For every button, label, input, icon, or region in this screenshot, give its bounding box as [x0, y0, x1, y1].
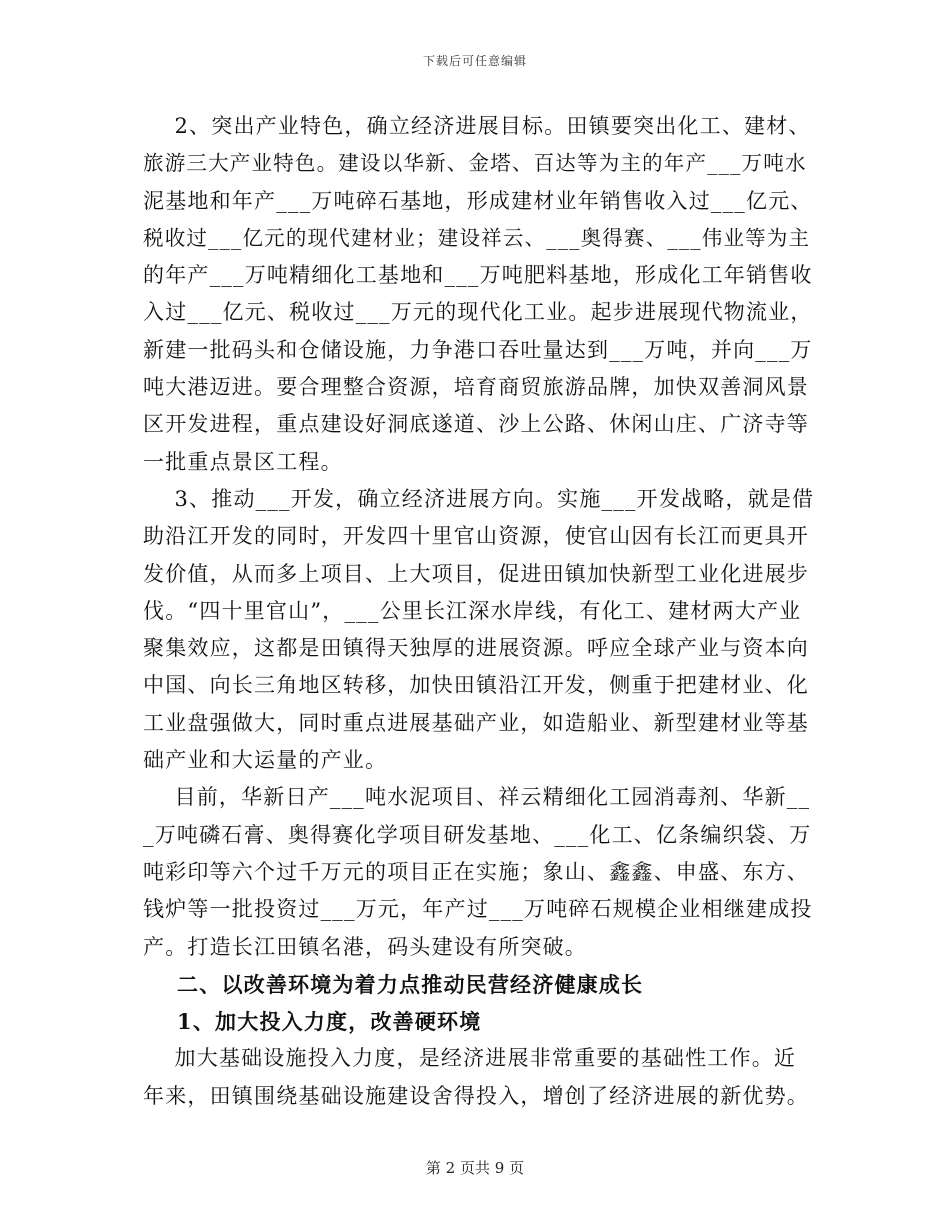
text-line: 泥基地和年产___万吨碎石基地，形成建材业年销售收入过___亿元、 — [143, 188, 813, 213]
text-line: 产。打造长江田镇名港，码头建设有所突破。 — [143, 934, 587, 959]
text-line: 发价值，从而多上项目、上大项目，促进田镇加快新型工业化进展步 — [143, 561, 809, 586]
text-line: 加大基础设施投入力度，是经济进展非常重要的基础性工作。近 — [143, 1046, 797, 1071]
text-line: 一批重点景区工程。 — [143, 449, 343, 474]
text-line: 的年产___万吨精细化工基地和___万吨肥料基地，形成化工年销售收 — [143, 263, 813, 288]
section-heading-line: 1、加大投入力度，改善硬环境 — [143, 1009, 482, 1035]
text-line: 础产业和大运量的产业。 — [143, 748, 388, 773]
section-heading-line: 二、以改善环境为着力点推动民营经济健康成长 — [143, 971, 644, 997]
text-line: 2、突出产业特色，确立经济进展目标。田镇要突出化工、建材、 — [143, 114, 811, 138]
text-line: 入过___亿元、税收过___万元的现代化工业。起步进展现代物流业， — [143, 300, 813, 325]
text-line: 伐。“四十里官山”，___公里长江深水岸线，有化工、建材两大产业 — [143, 598, 802, 623]
text-line: 目前，华新日产___吨水泥项目、祥云精细化工园消毒剂、华新__ — [143, 785, 811, 810]
text-line: 工业盘强做大，同时重点进展基础产业，如造船业、新型建材业等基 — [143, 710, 809, 735]
text-line: 税收过___亿元的现代建材业；建设祥云、___奥得赛、___伟业等为主 — [143, 225, 811, 250]
text-line: 新建一批码头和仓储设施，力争港口吞吐量达到___万吨，并向___万 — [143, 337, 813, 362]
text-line: 区开发进程，重点建设好洞底遂道、沙上公路、休闲山庄、广济寺等 — [143, 412, 809, 437]
text-line: 聚集效应，这都是田镇得天独厚的进展资源。呼应全球产业与资本向 — [143, 636, 809, 661]
text-line: _万吨磷石膏、奥得赛化学项目研发基地、___化工、亿条编织袋、万 — [143, 822, 812, 847]
text-line: 吨彩印等六个过千万元的项目正在实施；象山、鑫鑫、申盛、东方、 — [143, 859, 809, 884]
text-line: 中国、向长三角地区转移，加快田镇沿江开发，侧重于把建材业、化 — [143, 673, 809, 698]
page-number: 第 2 页共 9 页 — [425, 1159, 525, 1177]
text-line: 吨大港迈进。要合理整合资源，培育商贸旅游品牌，加快双善洞风景 — [143, 375, 809, 400]
text-line: 助沿江开发的同时，开发四十里官山资源，使官山因有长江而更具开 — [143, 524, 809, 549]
page-header: 下载后可任意编辑 — [422, 54, 527, 68]
text-line: 旅游三大产业特色。建设以华新、金塔、百达等为主的年产___万吨水 — [143, 151, 807, 176]
text-line: 年来，田镇围绕基础设施建设舍得投入，增创了经济进展的新优势。 — [143, 1083, 809, 1108]
document-body — [143, 108, 813, 1115]
text-line: 钱炉等一批投资过___万元，年产过___万吨碎石规模企业相继建成投 — [143, 897, 813, 922]
text-line: 3、推动___开发，确立经济进展方向。实施___开发战略，就是借 — [143, 486, 815, 511]
